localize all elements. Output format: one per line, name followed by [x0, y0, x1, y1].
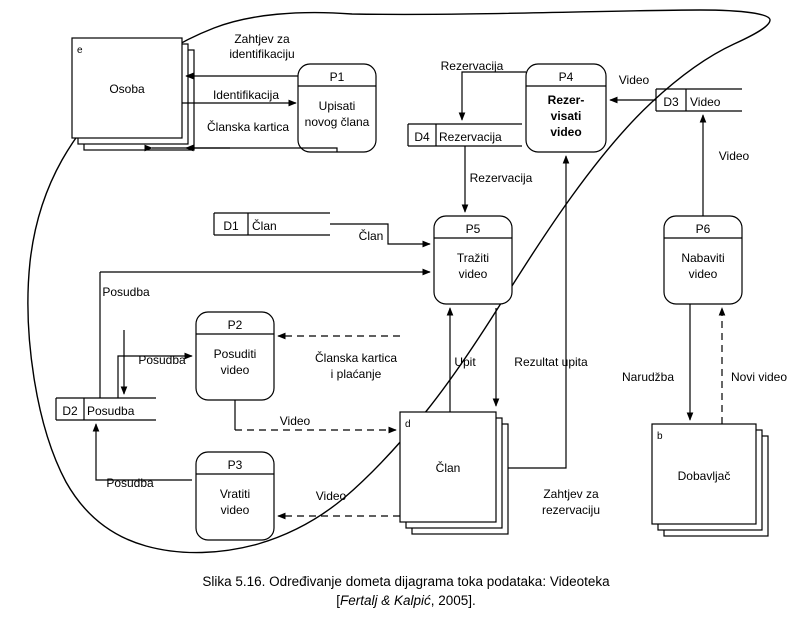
flow-label-clan: Član	[358, 229, 384, 243]
flow-label-novi-video: Novi video	[730, 370, 788, 384]
entity-clan	[400, 412, 508, 534]
flow-zahtjev-za-rezervaciju	[508, 156, 566, 468]
process-p5	[434, 216, 512, 304]
store-d3	[656, 89, 742, 111]
process-p3	[196, 452, 274, 540]
entity-osoba	[72, 38, 194, 150]
caption-bracket-open: [	[336, 593, 340, 608]
flow-label-clanska-kartica: Članska kartica	[206, 120, 290, 134]
entity-clan-id: d	[405, 419, 411, 430]
entity-dobavljac	[652, 424, 768, 536]
flow-label-video-clan-p3: Video	[315, 489, 347, 503]
caption-line-2	[0, 591, 812, 610]
flow-label-zahtjev-1: Zahtjev za	[234, 32, 290, 46]
flow-label-rezervacija-2: Rezervacija	[469, 171, 533, 185]
process-p1-label-2: novog člana	[304, 115, 370, 129]
figure-caption	[0, 572, 812, 610]
store-d1	[214, 213, 330, 235]
caption-year: , 2005].	[430, 593, 476, 608]
store-d2	[56, 398, 156, 420]
process-p6-label-2: video	[688, 267, 718, 281]
store-d1-id: D1	[223, 219, 239, 233]
process-p3-id: P3	[227, 458, 243, 472]
process-p2-id: P2	[227, 318, 243, 332]
store-d4-id: D4	[414, 130, 430, 144]
process-p2-label-1: Posuditi	[213, 347, 257, 361]
store-d1-label: Član	[252, 219, 277, 233]
flow-posudba-p3-to-d2	[96, 424, 192, 480]
store-d4	[408, 124, 522, 146]
flow-label-rezervacija-1: Rezervacija	[440, 59, 504, 73]
store-d2-label: Posudba	[87, 404, 135, 418]
flow-label-zahtjev-rezervaciju-2: rezervaciju	[541, 503, 601, 517]
process-p1-label-1: Upisati	[318, 99, 356, 113]
flow-label-identifikacija: Identifikacija	[212, 88, 280, 102]
flow-label-video-p2-clan: Video	[279, 414, 311, 428]
entity-dobavljac-label: Dobavljač	[677, 469, 731, 483]
entity-clan-label: Član	[435, 461, 461, 475]
caption-line-1: Slika 5.16. Određivanje dometa dijagrama toka podataka: Videoteka	[202, 574, 610, 589]
store-d3-label: Video	[690, 95, 721, 109]
process-p1-id: P1	[329, 70, 345, 84]
flow-label-rezultat-upita: Rezultat upita	[514, 355, 588, 369]
store-d3-id: D3	[663, 95, 679, 109]
caption-authors: Fertalj & Kalpić	[339, 593, 431, 608]
flow-label-zahtjev-2: identifikaciju	[229, 47, 295, 61]
entity-osoba-label: Osoba	[109, 82, 145, 96]
process-p4-label-3: video	[550, 125, 582, 139]
flow-label-posudba-2: Posudba	[138, 353, 186, 367]
process-p5-id: P5	[465, 222, 481, 236]
process-p4-label-2: visati	[550, 109, 582, 123]
entity-dobavljac-id: b	[657, 431, 663, 442]
process-p4	[526, 64, 606, 152]
process-p5-label-2: video	[458, 267, 488, 281]
flow-label-clanska-kartica-placanje-1: Članska kartica	[314, 351, 398, 365]
process-p3-label-1: Vratiti	[219, 487, 251, 501]
entity-osoba-id: e	[77, 45, 83, 56]
flow-label-posudba-3: Posudba	[106, 476, 154, 490]
flow-label-video-right: Video	[718, 149, 750, 163]
process-p6-id: P6	[695, 222, 711, 236]
process-p5-label-1: Tražiti	[456, 251, 490, 265]
flow-label-zahtjev-rezervaciju-1: Zahtjev za	[543, 487, 599, 501]
flow-label-video-top: Video	[618, 73, 650, 87]
process-p2	[196, 312, 274, 400]
process-p4-id: P4	[558, 70, 574, 84]
process-p3-label-2: video	[220, 503, 250, 517]
flow-label-posudba-1: Posudba	[102, 285, 150, 299]
process-p6-label-1: Nabaviti	[681, 251, 725, 265]
process-p6	[664, 216, 742, 304]
process-p2-label-2: video	[220, 363, 250, 377]
flow-rezervacija-p4-to-d4	[462, 72, 526, 120]
process-p1	[298, 64, 376, 152]
flow-label-narudzba: Narudžba	[621, 370, 675, 384]
store-d4-label: Rezervacija	[439, 130, 502, 144]
flow-label-upit: Upit	[454, 355, 476, 369]
flow-label-clanska-kartica-placanje-2: i plaćanje	[330, 367, 382, 381]
process-p4-label-1: Rezer-	[547, 93, 585, 107]
store-d2-id: D2	[62, 404, 78, 418]
